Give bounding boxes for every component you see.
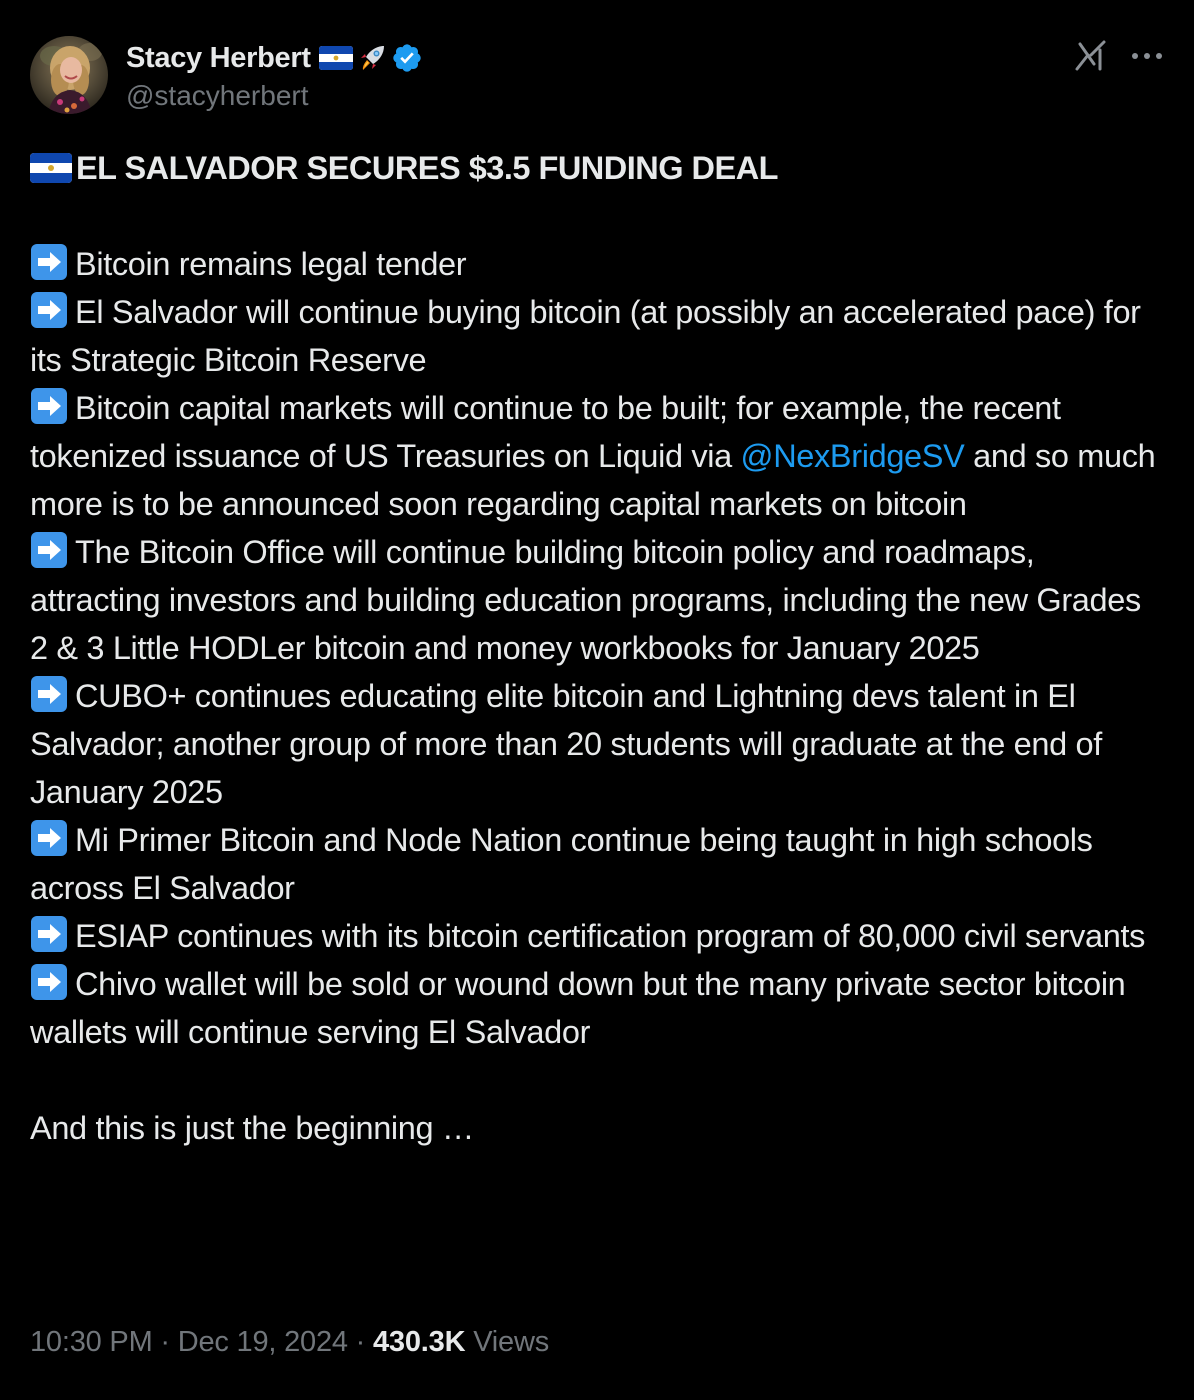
tweet-top-actions (1074, 40, 1164, 72)
bullet-item (30, 912, 1164, 960)
bullet-item (30, 288, 1164, 384)
views-label: Views (473, 1326, 550, 1358)
right-arrow-emoji-icon (30, 243, 68, 281)
post-closing: And this is just the beginning … (30, 1110, 475, 1146)
bullet-text: and so much more is to be announced soon regarding capital markets on bitcoin (30, 438, 1156, 522)
author-name-row (126, 38, 423, 78)
bullet-item (30, 816, 1164, 912)
post-headline (30, 144, 1164, 192)
bullet-item (30, 672, 1164, 816)
spacer (30, 192, 1164, 240)
author-handle[interactable]: @stacyherbert (126, 80, 309, 111)
bullet-item (30, 384, 1164, 528)
bullet-text: The Bitcoin Office will continue building bitcoin policy and roadmaps, attracting investors and building education programs, including the new Grades 2 & 3 Little HODLer bitcoin and money workbooks for January 2025 (30, 534, 1141, 666)
bullet-text: Bitcoin capital markets will continue to be built; for example, the recent tokenized issuance of US Treasuries on Liquid via (30, 390, 1061, 474)
bullet-list (30, 240, 1164, 1056)
bullet-item (30, 960, 1164, 1056)
el-salvador-flag-icon (319, 46, 353, 70)
bullet-text: Bitcoin remains legal tender (75, 246, 467, 282)
right-arrow-emoji-icon (30, 963, 68, 1001)
meta-separator: · (152, 1326, 178, 1358)
bullet-text: Chivo wallet will be sold or wound down but the many private sector bitcoin wallets will continue serving El Salvador (30, 966, 1126, 1050)
right-arrow-emoji-icon (30, 819, 68, 857)
bullet-item (30, 240, 1164, 288)
spacer (30, 1056, 1164, 1104)
verified-badge-icon[interactable] (391, 42, 423, 74)
bullet-text: El Salvador will continue buying bitcoin (at possibly an accelerated pace) for its Strategic Bitcoin Reserve (30, 294, 1141, 378)
mention-link[interactable]: @NexBridgeSV (740, 438, 965, 474)
right-arrow-emoji-icon (30, 531, 68, 569)
author-identity (126, 38, 423, 112)
post-date[interactable]: Dec 19, 2024 (177, 1326, 348, 1358)
right-arrow-emoji-icon (30, 675, 68, 713)
avatar[interactable] (30, 36, 108, 114)
post-headline-text: EL SALVADOR SECURES $3.5 FUNDING DEAL (76, 150, 779, 186)
tweet-text (30, 144, 1164, 1152)
more-icon[interactable] (1130, 51, 1164, 61)
rocket-icon (357, 43, 387, 73)
grok-icon[interactable] (1074, 40, 1108, 72)
bullet-text: ESIAP continues with its bitcoin certification program of 80,000 civil servants (75, 918, 1146, 954)
post-time[interactable]: 10:30 PM (30, 1326, 153, 1358)
bullet-text: CUBO+ continues educating elite bitcoin and Lightning devs talent in El Salvador; another group of more than 20 students will graduate at the end of January 2025 (30, 678, 1102, 810)
right-arrow-emoji-icon (30, 387, 68, 425)
bullet-text: Mi Primer Bitcoin and Node Nation continue being taught in high schools across El Salvador (30, 822, 1093, 906)
right-arrow-emoji-icon (30, 291, 68, 329)
tweet-meta (30, 1326, 549, 1359)
bullet-item (30, 528, 1164, 672)
views-count: 430.3K (373, 1326, 466, 1358)
el-salvador-flag-icon (30, 153, 72, 183)
author-display-name[interactable]: Stacy Herbert (126, 41, 311, 74)
avatar-image (30, 36, 108, 114)
right-arrow-emoji-icon (30, 915, 68, 953)
meta-separator: · (347, 1326, 373, 1358)
tweet-header (30, 36, 1164, 118)
